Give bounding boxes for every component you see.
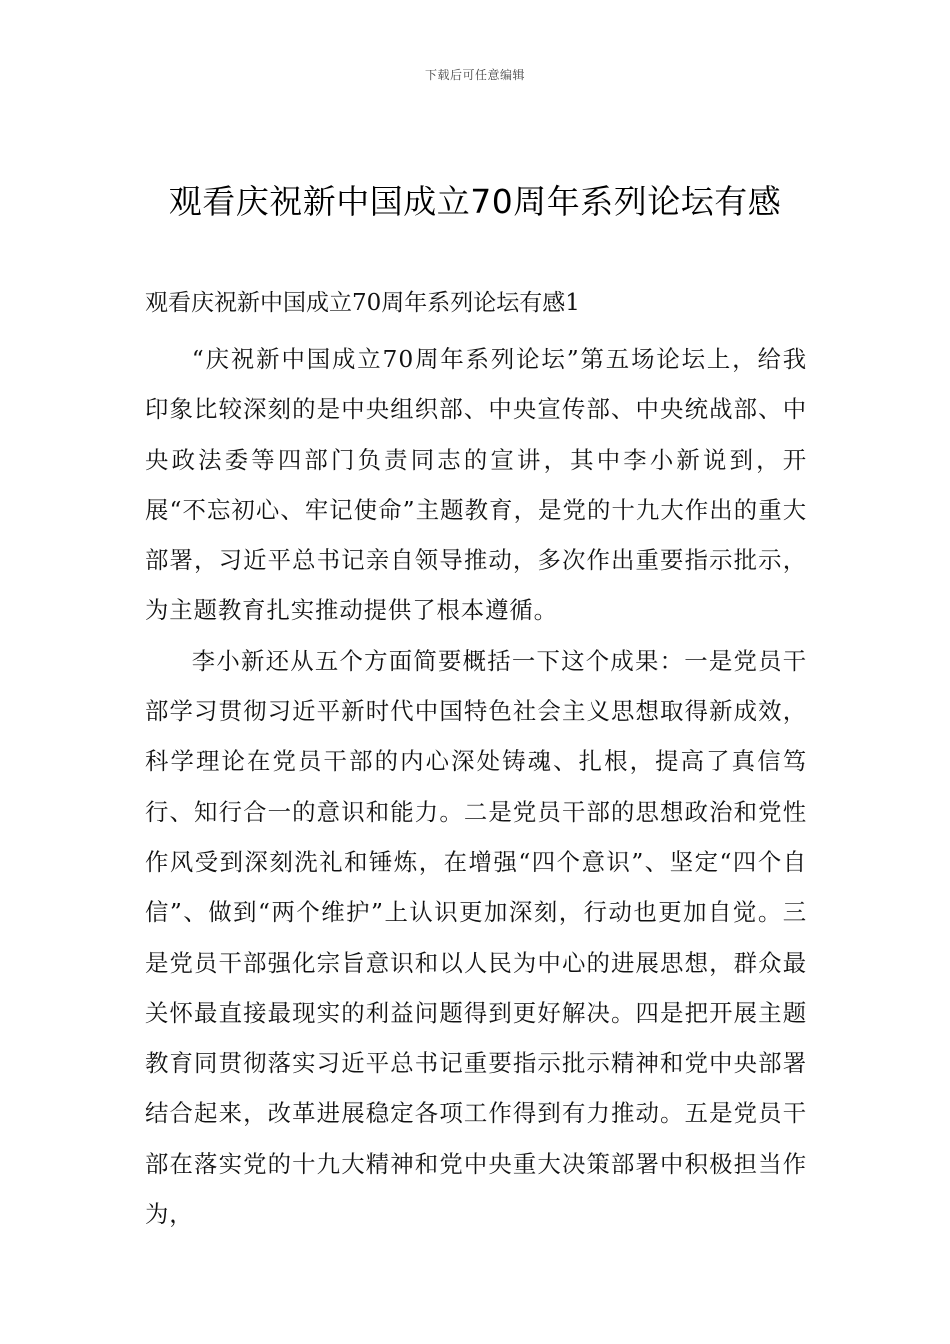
paragraph-1: “庆祝新中国成立70周年系列论坛”第五场论坛上，给我印象比较深刻的是中央组织部、中央宣传部、中央统战部、中央政法委等四部门负责同志的宣讲，其中李小新说到，开展“不忘初心、牢记使命”主题教育，是党的十九大作出的重大部署，习近平总书记亲自领导推动，多次作出重要指示批示，为主题教育扎实推动提供了根本遵循。 — [145, 345, 807, 625]
paragraph-2: 李小新还从五个方面简要概括一下这个成果：一是党员干部学习贯彻习近平新时代中国特色社会主义思想取得新成效，科学理论在党员干部的内心深处铸魂、扎根，提高了真信笃行、知行合一的意识和能力。二是党员干部的思想政治和党性作风受到深刻洗礼和锤炼，在增强“四个意识”、坚定“四个自信”、做到“两个维护”上认识更加深刻，行动也更加自觉。三是党员干部强化宗旨意识和以人民为中心的进展思想，群众最关怀最直接最现实的利益问题得到更好解决。四是把开展主题教育同贯彻落实习近平总书记重要指示批示精神和党中央部署结合起来，改革进展稳定各项工作得到有力推动。五是党员干部在落实党的十九大精神和党中央重大决策部署中积极担当作为， — [145, 646, 807, 1229]
document-title: 观看庆祝新中国成立70周年系列论坛有感 — [168, 182, 782, 221]
document-body — [145, 334, 807, 1239]
section-subtitle: 观看庆祝新中国成立70周年系列论坛有感1 — [145, 290, 580, 316]
header-note: 下载后可任意编辑 — [424, 68, 525, 82]
